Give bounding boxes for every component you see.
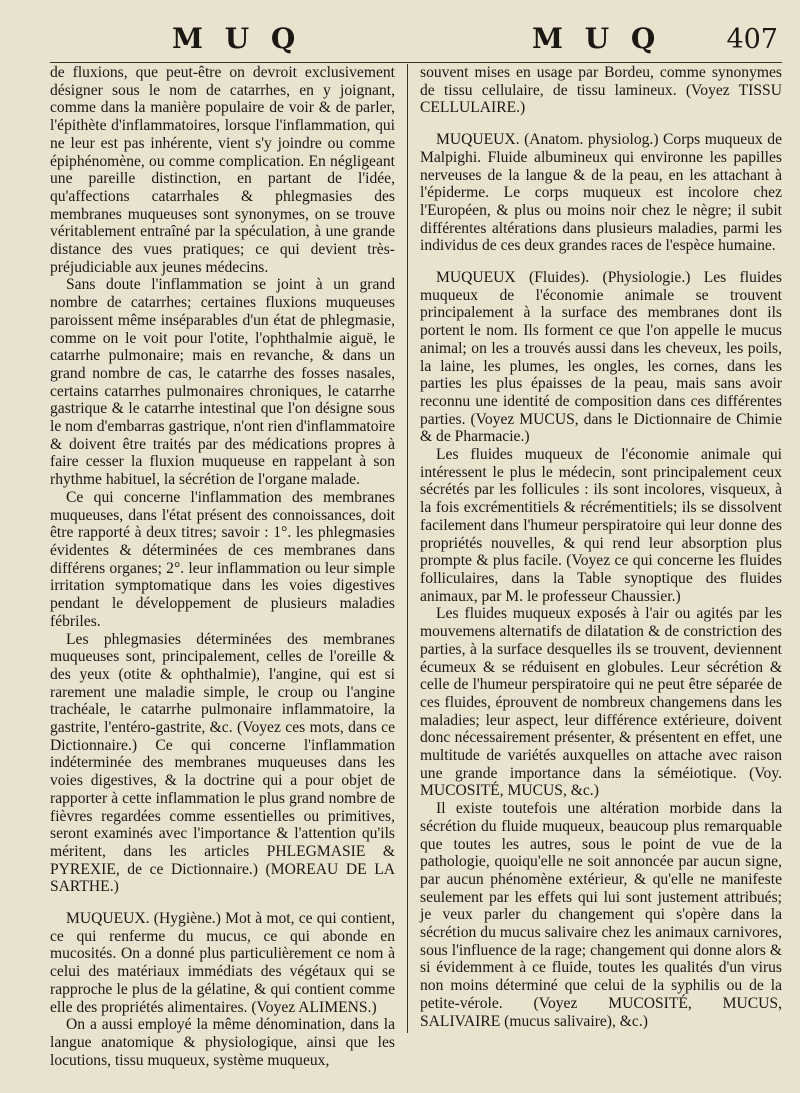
paragraph: Les fluides muqueux exposés à l'air ou agités par les mouvemens alternatifs de dilatation & de constriction des parties, à la surface desquelles ils se trouvent, deviennent écumeux & se réduisent en globules. Leur sécrétion & celle de l'humeur perspiratoire qui ne peut être séparée de ces fluides, éprouvent de nombreux changemens dans les maladies; leur aspect, leur différence extérieure, doivent donc nécessairement présenter, & présentent en effet, une multitude de variétés auxquelles on attache avec raison une grande importance dans la séméiotique. (Voy. MUCOSITÉ, MUCUS, &c.) (420, 605, 782, 800)
paragraph: souvent mises en usage par Bordeu, comme synonymes de tissu cellulaire, de tissu lamineux. (Voyez TISSU CELLULAIRE.) (420, 64, 782, 117)
page-number: 407 (726, 24, 778, 55)
left-column (50, 64, 395, 1069)
section-gap (420, 117, 782, 131)
running-head-right: M U Q (532, 22, 662, 55)
paragraph: Ce qui concerne l'inflammation des membranes muqueuses, dans l'état présent des connoissances, doit être rapporté à deux titres; savoir : 1°. les phlegmasies évidentes & déterminées de ces membranes dans différens organes; 2°. leur inflammation ou leur simple irritation symptomatique dans les voies digestives pendant le développement de plusieurs maladies fébriles. (50, 488, 395, 630)
paragraph: Sans doute l'inflammation se joint à un grand nombre de catarrhes; certaines fluxions muqueuses paroissent même inséparables d'un état de phlegmasie, comme on le voit pour l'otite, l'ophthalmie aiguë, le catarrhe pulmonaire; mais en revanche, & dans un grand nombre de cas, le catarrhe des fosses nasales, certains catarrhes pulmonaires chroniques, le catarrhe gastrique & le catarrhe intestinal que l'on désigne sous le nom d'embarras gastrique, n'ont rien d'inflammatoire & doivent être traités par des médications propres à faire cesser la fluxion muqueuse en rappelant à son rhythme habituel, la sécrétion de l'organe malade. (50, 276, 395, 489)
section-gap (50, 896, 395, 910)
article-paragraph: MUQUEUX. (Hygiène.) Mot à mot, ce qui contient, ce qui renferme du mucus, ce qui abonde en mucosités. On a donné plus particulièrement ce nom à celui des matériaux immédiats des végétaux qui se rapproche le plus de la gélatine, & qui contient comme elle des propriétés alimentaires. (Voyez ALIMENS.) (50, 910, 395, 1016)
section-gap (420, 255, 782, 269)
column-divider (407, 64, 408, 1033)
paragraph: de fluxions, que peut-être on devroit exclusivement désigner sous le nom de catarrhes, en y joignant, comme dans la manière populaire de voir & de parler, l'épithète d'inflammatoires, lorsque l'inflammation, qui ne leur est pas inhérente, vient s'y joindre ou comme épiphénomène, ou comme complication. En négligeant une pareille distinction, en partant de l'idée, qu'affections catarrhales & phlegmasies des membranes muqueuses sont synonymes, on se trouve véritablement entraîné par la spéculation, à une grande distance des vues pratiques; ce qui devient très-préjudiciable aux jeunes médecins. (50, 64, 395, 276)
running-head (0, 22, 800, 62)
paragraph: On a aussi employé la même dénomination, dans la langue anatomique & physiologique, ainsi que les locutions, tissu muqueux, système muqueux, (50, 1016, 395, 1069)
header-rule (50, 62, 782, 63)
paragraph: Il existe toutefois une altération morbide dans la sécrétion du fluide muqueux, beaucoup plus remarquable que toutes les autres, sous le point de vue de la pathologie, quoiqu'elle ne soit annoncée par aucun signe, par aucun phénomène extérieur, & qu'elle ne manifeste seulement par les effets qui lui sont justement attribués; je veux parler du changement qui s'opère dans la sécrétion du mucus salivaire chez les animaux carnivores, sous l'influence de la rage; changement qui donne alors & si évidemment à ce fluide, toutes les qualités d'un virus non moins déterminé que celui de la syphilis ou de la petite-vérole. (Voyez MUCOSITÉ, MUCUS, SALIVAIRE (mucus salivaire), &c.) (420, 800, 782, 1030)
paragraph: Les phlegmasies déterminées des membranes muqueuses sont, principalement, celles de l'oreille & des yeux (otite & ophthalmie), l'angine, qui est si rarement une maladie simple, le croup ou l'angine trachéale, le catarrhe pulmonaire inflammatoire, la gastrite, l'entéro-gastrite, &c. (Voyez ces mots, dans ce Dictionnaire.) Ce qui concerne l'inflammation indéterminée des membranes muqueuses dans les voies digestives, & la doctrine qui a pour objet de rapporter à cette inflammation le plus grand nombre de fièvres regardées comme essentielles ou primitives, seront examinés avec l'importance & l'attention qu'ils méritent, dans les articles PHLEGMASIE & PYREXIE, de ce Dictionnaire.) (MOREAU DE LA SARTHE.) (50, 630, 395, 896)
running-head-left: M U Q (172, 22, 302, 55)
article-paragraph: MUQUEUX (Fluides). (Physiologie.) Les fluides muqueux de l'économie animale se trouvent principalement à la surface des membranes dont ils portent le nom. Ils forment ce que l'on appelle le mucus animal; on les a trouvés aussi dans les cheveux, les poils, la laine, les plumes, les ongles, les cornes, dans les parties les plus épaisses de la peau, mais sans avoir reconnu une identité de composition dans ces différentes parties. (Voyez MUCUS, dans le Dictionnaire de Chimie & de Pharmacie.) (420, 269, 782, 446)
right-column (420, 64, 782, 1030)
paragraph: Les fluides muqueux de l'économie animale qui intéressent le plus le médecin, sont principalement ceux sécrétés par les follicules : ils sont incolores, visqueux, à la fois excrémentitiels & récrémentitiels; ils se dissolvent facilement dans l'humeur perspiratoire qui leur donne des propriétés nouvelles, & qui rend leur absorption plus prompte & plus facile. (Voyez ce qui concerne les fluides folliculaires, dans la Table synoptique des fluides animaux, par M. le professeur Chaussier.) (420, 446, 782, 605)
article-paragraph: MUQUEUX. (Anatom. physiolog.) Corps muqueux de Malpighi. Fluide albumineux qui environne les papilles nerveuses de la langue & de la peau, en les attachant à l'épiderme. Le corps muqueux est incolore chez l'Européen, & plus ou moins noir chez le nègre; il subit différentes altérations dans plusieurs maladies, parmi les individus de ces deux grandes races de l'espèce humaine. (420, 131, 782, 255)
